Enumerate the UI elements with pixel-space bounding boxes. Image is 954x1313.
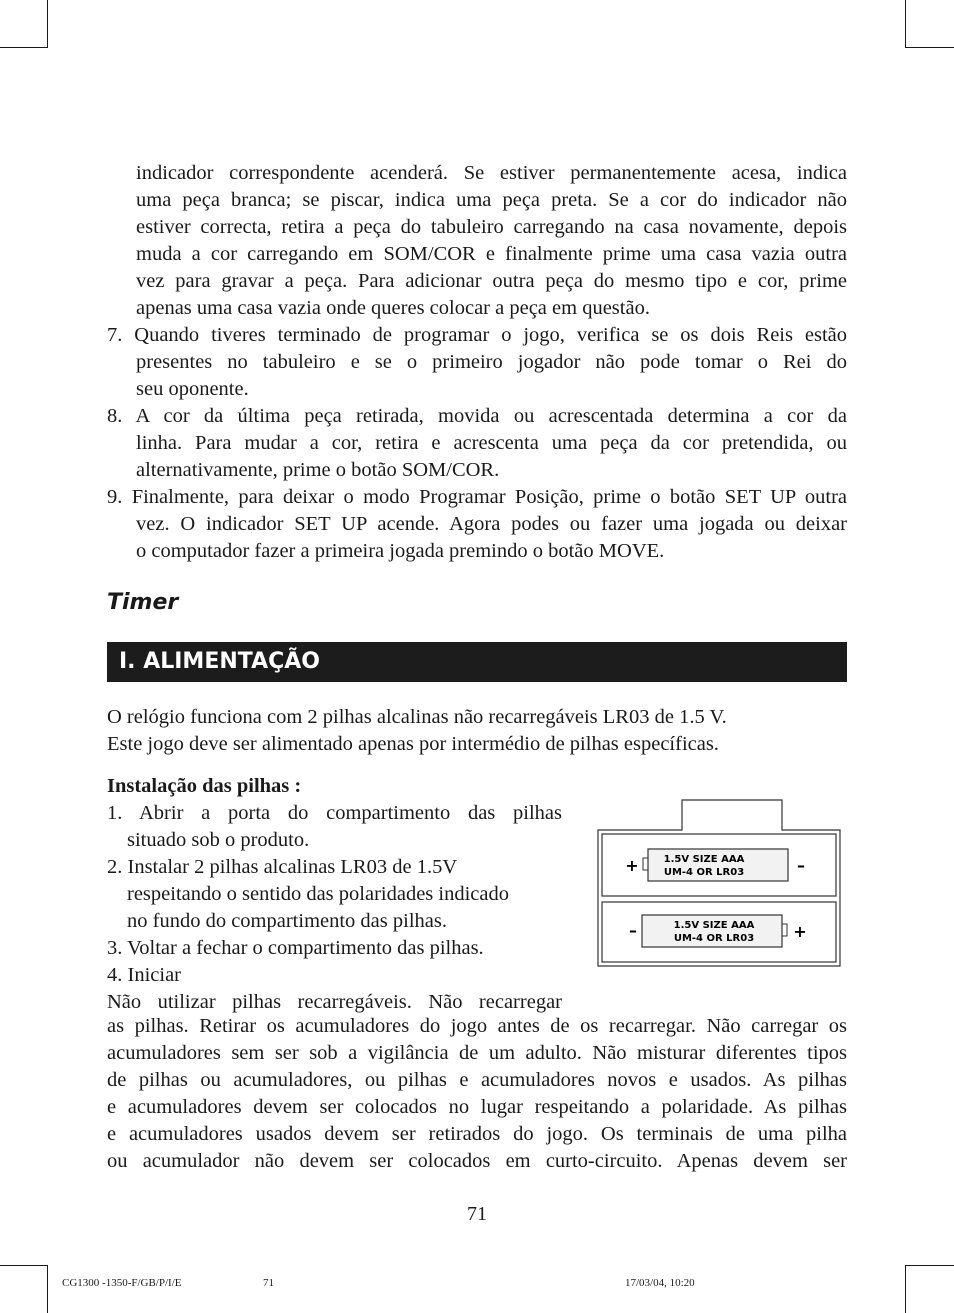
intro-paragraph	[107, 704, 847, 758]
crop-mark	[47, 1265, 48, 1313]
crop-mark	[905, 0, 906, 48]
warning-line: Não utilizar pilhas recarregáveis. Não recarregar	[107, 991, 562, 1013]
step-line: 1. Abrir a porta do compartimento das pilhas	[107, 802, 562, 824]
install-steps	[107, 773, 562, 1016]
list-continuation	[107, 160, 847, 565]
minus-icon: –	[797, 856, 805, 875]
text-line: de pilhas ou acumuladores, ou pilhas e acumuladores novos e usados. As pilhas	[107, 1069, 847, 1091]
install-heading: Instalação das pilhas :	[107, 775, 302, 797]
footer-page: 71	[263, 1277, 274, 1289]
battery-label: UM-4 OR LR03	[673, 933, 755, 944]
battery-label: 1.5V SIZE AAA	[663, 854, 745, 865]
crop-mark	[905, 1265, 906, 1313]
text-line: apenas uma casa vazia onde queres colocar a peça em questão.	[136, 297, 650, 319]
text-line: vez. O indicador SET UP acende. Agora podes ou fazer uma jogada ou deixar	[136, 513, 847, 535]
step-line: 4. Iniciar	[107, 964, 181, 986]
footer-timestamp: 17/03/04, 10:20	[625, 1277, 695, 1289]
crop-mark	[906, 1265, 954, 1266]
plus-icon: +	[793, 922, 807, 941]
text-line: Este jogo deve ser alimentado apenas por intermédio de pilhas específicas.	[107, 733, 719, 755]
step-line: 2. Instalar 2 pilhas alcalinas LR03 de 1.5V	[107, 856, 458, 878]
text-line: as pilhas. Retirar os acumuladores do jogo antes de os recarregar. Não carregar os	[107, 1015, 847, 1037]
crop-mark	[47, 0, 48, 48]
warning-paragraph	[107, 1013, 847, 1175]
battery-top	[625, 849, 805, 881]
crop-mark	[0, 1265, 48, 1266]
battery-bottom	[629, 915, 807, 947]
step-line: 3. Voltar a fechar o compartimento das pilhas.	[107, 937, 484, 959]
list-item-7: 7. Quando tiveres terminado de programar o jogo, verifica se os dois Reis estão	[107, 324, 847, 346]
text-line: vez para gravar a peça. Para adicionar outra peça do mesmo tipo e cor, prime	[136, 270, 847, 292]
crop-mark	[906, 47, 954, 48]
list-item-9: 9. Finalmente, para deixar o modo Programar Posição, prime o botão SET UP outra	[107, 486, 847, 508]
battery-compartment-diagram	[596, 798, 842, 970]
step-line: situado sob o produto.	[127, 829, 310, 851]
minus-icon: –	[629, 921, 637, 940]
section-band: I. ALIMENTAÇÃO	[107, 642, 847, 682]
step-line: no fundo do compartimento das pilhas.	[127, 910, 447, 932]
battery-label: 1.5V SIZE AAA	[673, 920, 755, 931]
crop-mark	[0, 47, 48, 48]
text-line: linha. Para mudar a cor, retira e acrescenta uma peça da cor pretendida, ou	[136, 432, 847, 454]
text-line: e acumuladores devem ser colocados no lugar respeitando a polaridade. As pilhas	[107, 1096, 847, 1118]
footer-code: CG1300 -1350-F/GB/P/I/E	[62, 1277, 182, 1289]
text-line: indicador correspondente acenderá. Se estiver permanentemente acesa, indica	[136, 162, 847, 184]
battery-label: UM-4 OR LR03	[663, 867, 745, 878]
text-line: uma peça branca; se piscar, indica uma peça preta. Se a cor do indicador não	[136, 189, 847, 211]
text-line: o computador fazer a primeira jogada premindo o botão MOVE.	[136, 540, 665, 562]
text-line: muda a cor carregando em SOM/COR e finalmente prime uma casa vazia outra	[136, 243, 847, 265]
text-line: alternativamente, prime o botão SOM/COR.	[136, 459, 500, 481]
page-number: 71	[467, 1203, 487, 1225]
text-line: O relógio funciona com 2 pilhas alcalinas não recarregáveis LR03 de 1.5 V.	[107, 706, 727, 728]
step-line: respeitando o sentido das polaridades indicado	[127, 883, 509, 905]
text-line: e acumuladores usados devem ser retirados do jogo. Os terminais de uma pilha	[107, 1123, 847, 1145]
text-line: presentes no tabuleiro e se o primeiro jogador não pode tomar o Rei do	[136, 351, 847, 373]
plus-icon: +	[625, 856, 639, 875]
text-line: estiver correcta, retira a peça do tabuleiro carregando na casa novamente, depois	[136, 216, 847, 238]
section-title: Timer	[107, 590, 179, 615]
text-line: acumuladores sem ser sob a vigilância de um adulto. Não misturar diferentes tipos	[107, 1042, 847, 1064]
text-line: ou acumulador não devem ser colocados em curto-circuito. Apenas devem ser	[107, 1150, 847, 1172]
text-line: seu oponente.	[136, 378, 249, 400]
list-item-8: 8. A cor da última peça retirada, movida ou acrescentada determina a cor da	[107, 405, 847, 427]
